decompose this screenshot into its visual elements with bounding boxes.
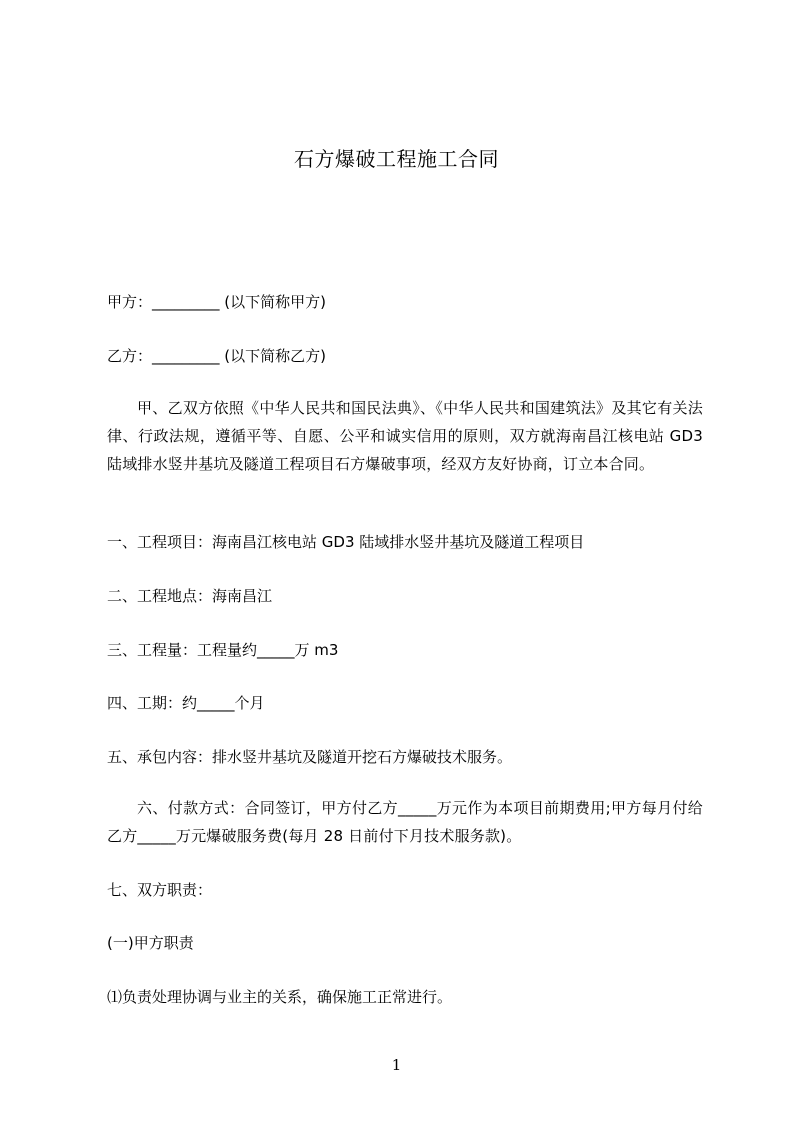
clause-project: 一、工程项目：海南昌江核电站 GD3 陆域排水竖井基坑及隧道工程项目	[107, 533, 585, 551]
document-title: 石方爆破工程施工合同	[294, 147, 499, 171]
clause-duration: 四、工期：约_____个月	[107, 694, 265, 712]
clause-payment: 六、付款方式：合同签订，甲方付乙方_____万元作为本项目前期费用;甲方每月付给乙方_____万元爆破服务费(每月 28 日前付下月技术服务款)。	[107, 799, 703, 845]
page-number: 1	[391, 1056, 402, 1074]
clause-location: 二、工程地点：海南昌江	[107, 587, 273, 605]
clause-quantity: 三、工程量：工程量约_____万 m3	[107, 641, 339, 659]
party-b-line: 乙方：_________ (以下简称乙方)	[107, 347, 326, 365]
preamble-paragraph: 甲、乙双方依照《中华人民共和国民法典》、《中华人民共和国建筑法》及其它有关法律、行政法规，遵循平等、自愿、公平和诚实信用的原则，双方就海南昌江核电站 GD3 陆域排水竖井基坑及隧道工程项目石方爆破事项，经双方友好协商，订立本合同。	[107, 399, 703, 473]
clause-scope: 五、承包内容：排水竖井基坑及隧道开挖石方爆破技术服务。	[107, 748, 513, 766]
clause-responsibilities: 七、双方职责：	[107, 881, 213, 899]
party-a-line: 甲方：_________ (以下简称甲方)	[107, 293, 326, 311]
party-a-responsibilities-heading: (一)甲方职责	[107, 934, 194, 952]
party-a-responsibility-item: ⑴负责处理协调与业主的关系，确保施工正常进行。	[107, 988, 453, 1006]
